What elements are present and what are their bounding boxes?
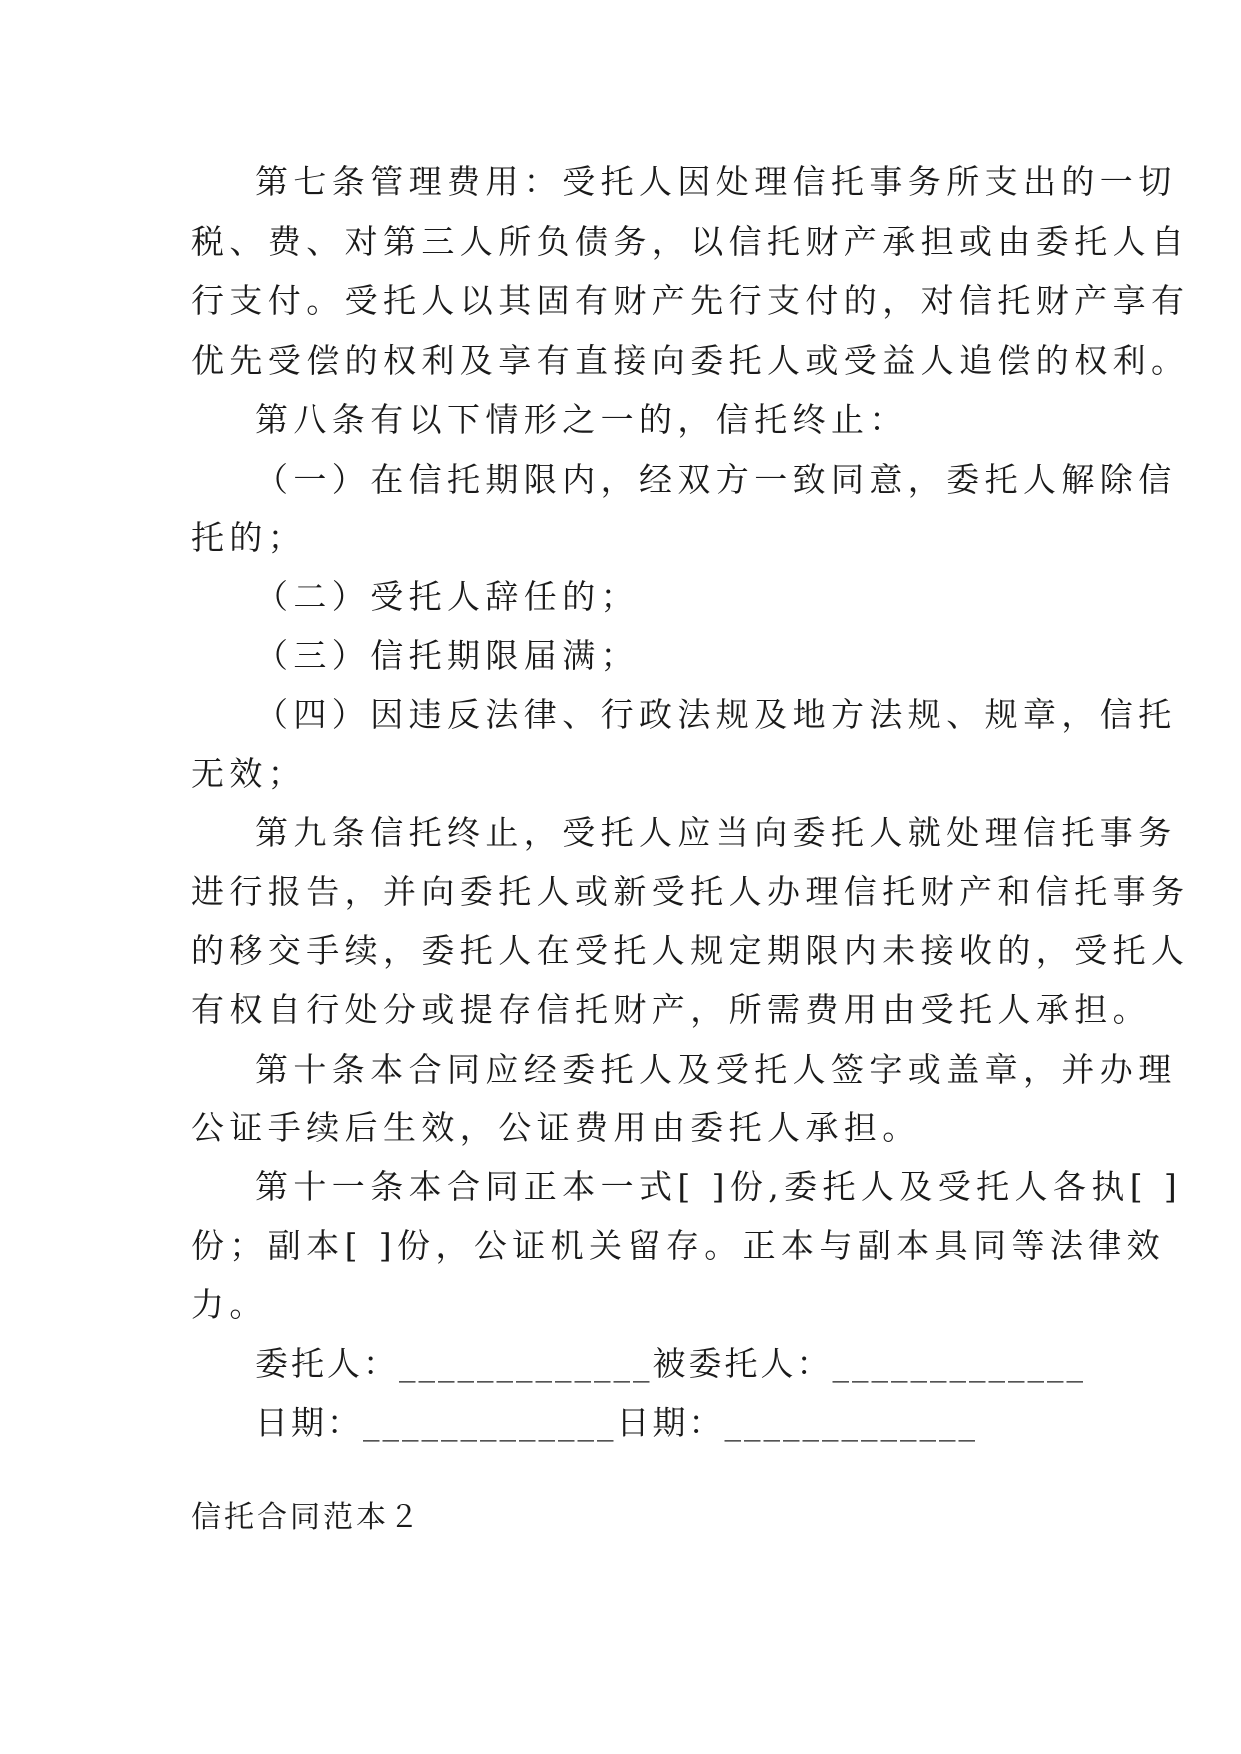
paragraph-line: 托的； bbox=[191, 518, 307, 557]
paragraph-line: 份；副本[ ]份，公证机关留存。正本与副本具同等法律效 bbox=[191, 1226, 1166, 1265]
paragraph-line: （四）因违反法律、行政法规及地方法规、规章，信托 bbox=[255, 695, 1177, 734]
section-title: 信托合同范本２ bbox=[191, 1500, 422, 1535]
paragraph-line: 力。 bbox=[191, 1285, 268, 1324]
paragraph-line: 进行报告，并向委托人或新受托人办理信托财产和信托事务 bbox=[191, 872, 1190, 911]
paragraph-line: （三）信托期限届满； bbox=[255, 636, 639, 675]
paragraph-line: 第九条信托终止，受托人应当向委托人就处理信托事务 bbox=[255, 813, 1177, 852]
signature-line-parties: 委托人：_____________被委托人：_____________ bbox=[255, 1344, 1086, 1383]
paragraph-line: 有权自行处分或提存信托财产，所需费用由受托人承担。 bbox=[191, 990, 1151, 1029]
paragraph-line: 第七条管理费用：受托人因处理信托事务所支出的一切 bbox=[255, 162, 1177, 201]
paragraph-line: 优先受偿的权利及享有直接向委托人或受益人追偿的权利。 bbox=[191, 341, 1190, 380]
paragraph-line: 公证手续后生效，公证费用由委托人承担。 bbox=[191, 1108, 921, 1147]
paragraph-line: 税、费、对第三人所负债务，以信托财产承担或由委托人自 bbox=[191, 222, 1190, 261]
signature-line-dates: 日期：_____________日期：_____________ bbox=[255, 1403, 978, 1442]
paragraph-line: 第十条本合同应经委托人及受托人签字或盖章，并办理 bbox=[255, 1050, 1177, 1089]
paragraph-line: 第十一条本合同正本一式[ ]份,委托人及受托人各执[ ] bbox=[255, 1167, 1183, 1206]
paragraph-line: 的移交手续，委托人在受托人规定期限内未接收的，受托人 bbox=[191, 931, 1190, 970]
paragraph-line: （一）在信托期限内，经双方一致同意，委托人解除信 bbox=[255, 460, 1177, 499]
paragraph-line: 行支付。受托人以其固有财产先行支付的，对信托财产享有 bbox=[191, 281, 1190, 320]
paragraph-line: （二）受托人辞任的； bbox=[255, 577, 639, 616]
paragraph-line: 无效； bbox=[191, 754, 307, 793]
paragraph-line: 第八条有以下情形之一的，信托终止： bbox=[255, 400, 908, 439]
